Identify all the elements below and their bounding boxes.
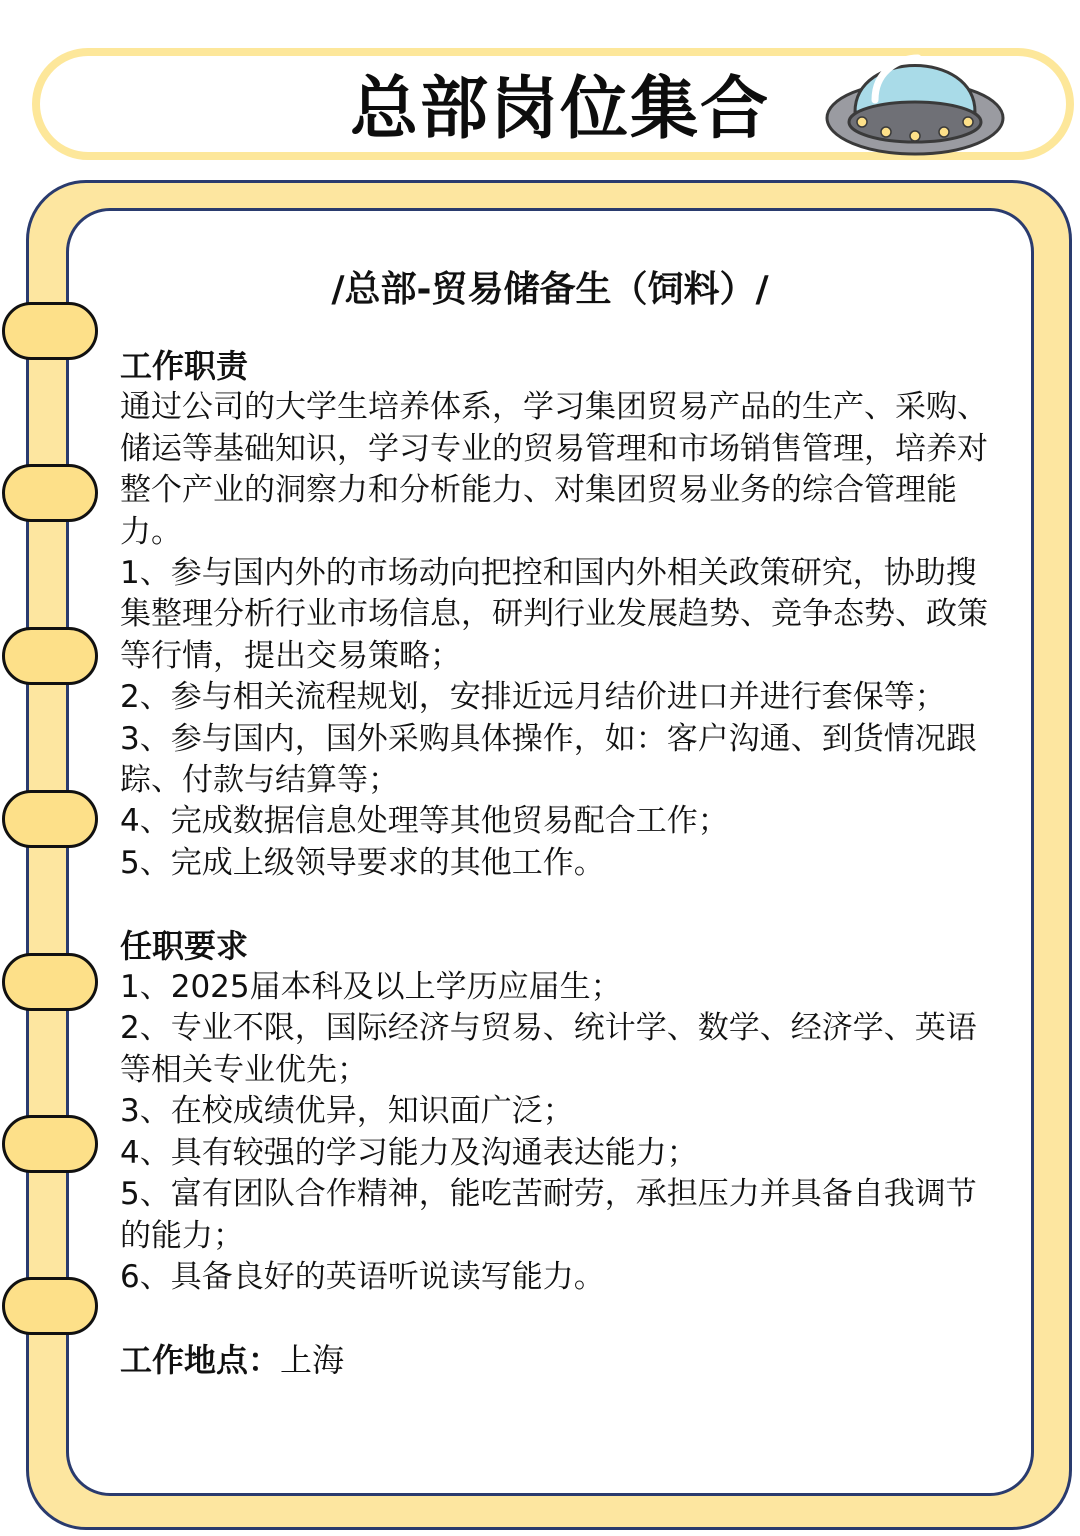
duties-intro: 通过公司的大学生培养体系，学习集团贸易产品的生产、采购、储运等基础知识，学习专业的贸易管理和市场销售管理，培养对整个产业的洞察力和分析能力、对集团贸易业务的综合管理能力。 [120,389,988,550]
binder-ring [2,953,98,1011]
requirement-item: 2、专业不限，国际经济与贸易、统计学、数学、经济学、英语等相关专业优先； [120,1010,977,1088]
duties-heading: 工作职责 [120,347,249,385]
requirement-item: 3、在校成绩优异，知识面广泛； [120,1093,574,1130]
job-description [120,346,1000,1381]
duty-item: 5、完成上级领导要求的其他工作。 [120,844,605,881]
duty-item: 4、完成数据信息处理等其他贸易配合工作； [120,803,729,840]
duty-item: 1、参与国内外的市场动向把控和国内外相关政策研究，协助搜集整理分析行业市场信息，研判行业发展趋势、竞争态势、政策等行情，提出交易策略； [120,555,988,674]
section-spacer [120,884,1000,925]
work-location [120,1340,1000,1381]
binder-ring [2,1115,98,1173]
duty-item: 2、参与相关流程规划，安排近远月结价进口并进行套保等； [120,679,946,716]
requirements-heading: 任职要求 [120,926,249,965]
requirement-item: 5、富有团队合作精神，能吃苦耐劳，承担压力并具备自我调节的能力； [120,1176,977,1254]
location-value: 上海 [280,1340,345,1379]
page-title: 总部岗位集合 [349,70,770,149]
ufo-icon [820,30,1010,170]
requirement-item: 1、2025届本科及以上学历应届生； [120,969,622,1006]
binder-ring [2,627,98,685]
binder-ring [2,302,98,360]
location-label: 工作地点： [120,1340,281,1379]
binder-ring [2,464,98,522]
duty-item: 3、参与国内，国外采购具体操作，如：客户沟通、到货情况跟踪、付款与结算等； [120,720,977,799]
requirement-item: 4、具有较强的学习能力及沟通表达能力； [120,1134,698,1171]
job-title: /总部-贸易储备生（饲料）/ [331,269,769,310]
section-spacer [120,1298,1000,1339]
binder-ring [2,1277,98,1335]
binder-ring [2,790,98,848]
requirement-item: 6、具备良好的英语听说读写能力。 [120,1258,605,1295]
